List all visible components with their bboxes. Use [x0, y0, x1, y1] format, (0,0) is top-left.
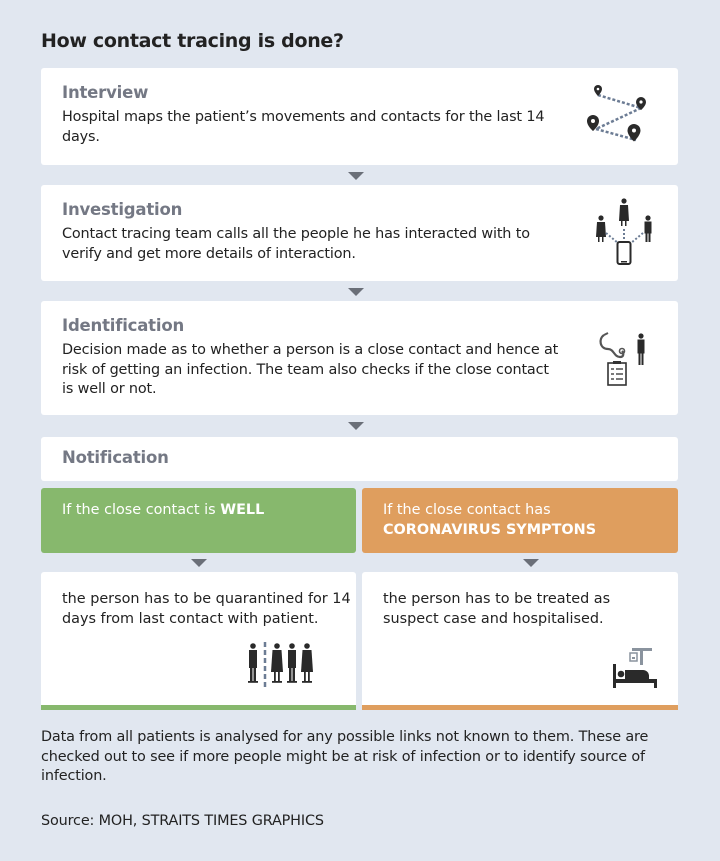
flow-arrow — [348, 288, 364, 296]
quarantine-people-icon — [244, 642, 334, 690]
step-interview — [41, 68, 678, 165]
step-notification — [41, 437, 678, 481]
branch-condition: If the close contact is — [62, 502, 221, 518]
outcome-text: the person has to be quarantined for 14 days from last contact with patient. — [62, 591, 351, 627]
source-credit: Source: MOH, STRAITS TIMES GRAPHICS — [41, 813, 324, 829]
branch-condition: If the close contact has — [383, 502, 551, 518]
branch-condition-bold: CORONAVIRUS SYMPTONS — [383, 522, 597, 538]
symptoms-color-bar — [362, 705, 678, 710]
page-title: How contact tracing is done? — [41, 30, 344, 52]
hospital-bed-icon — [612, 648, 658, 690]
stethoscope-checklist-icon — [596, 327, 656, 387]
outcome-well — [41, 572, 356, 705]
outcome-text: the person has to be treated as suspect case and hospitalised. — [383, 591, 611, 627]
branch-condition-bold: WELL — [220, 502, 265, 518]
flow-arrow — [348, 422, 364, 430]
flow-arrow — [348, 172, 364, 180]
step-heading: Investigation — [62, 200, 183, 219]
branch-symptoms — [362, 488, 678, 553]
step-text: Contact tracing team calls all the people he has interacted with to verify and get more details of interaction. — [62, 226, 530, 262]
branch-well — [41, 488, 356, 553]
step-text: Decision made as to whether a person is a close contact and hence at risk of getting an infection. The team also checks if the close contact is well or not. — [62, 342, 559, 397]
step-identification — [41, 301, 678, 415]
flow-arrow — [523, 559, 539, 567]
footer-note: Data from all patients is analysed for any possible links not known to them. These are checked out to see if more people might be at risk of infection or to identify source of infection. — [41, 729, 649, 784]
phone-contacts-icon — [591, 197, 661, 269]
well-color-bar — [41, 705, 356, 710]
step-heading: Notification — [62, 448, 169, 467]
outcome-symptoms — [362, 572, 678, 705]
step-text: Hospital maps the patient’s movements and contacts for the last 14 days. — [62, 109, 545, 145]
step-heading: Identification — [62, 316, 185, 335]
map-route-icon — [586, 82, 661, 150]
step-investigation — [41, 185, 678, 281]
flow-arrow — [191, 559, 207, 567]
step-heading: Interview — [62, 83, 149, 102]
